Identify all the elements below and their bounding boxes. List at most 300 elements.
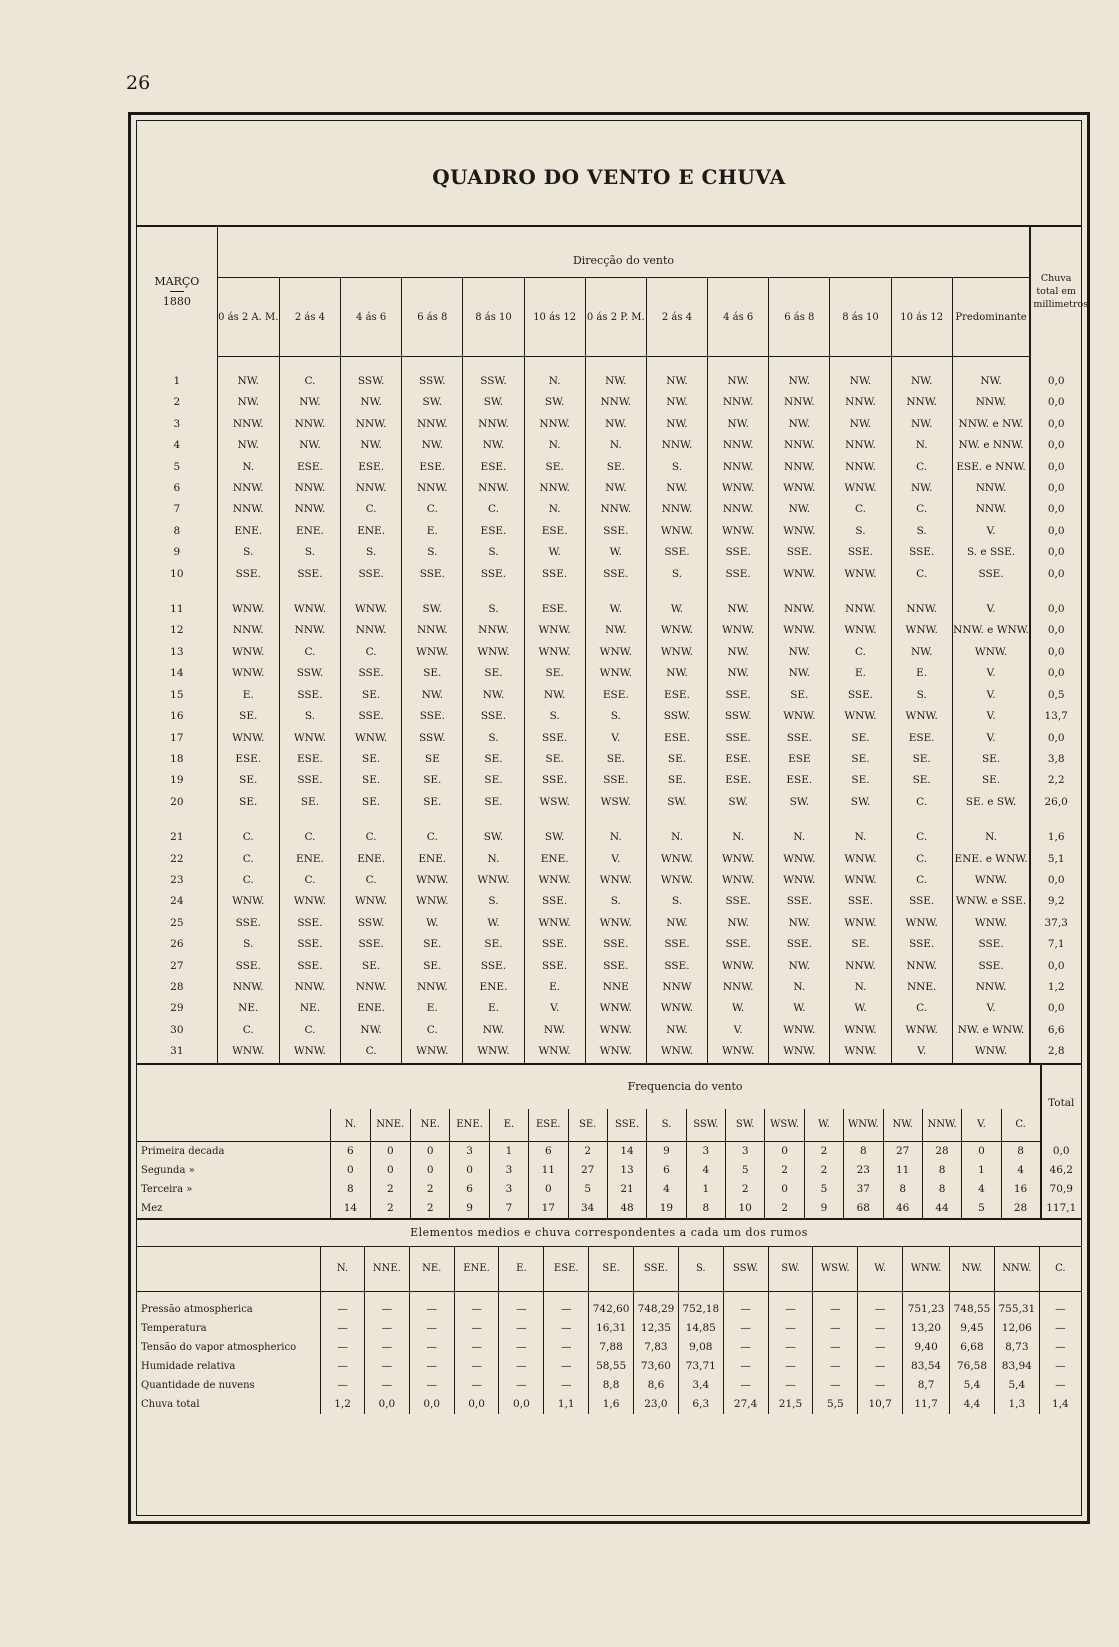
elements-cell: 742,60: [589, 1291, 634, 1319]
elements-cell: —: [858, 1376, 903, 1395]
direction-cell: WNW.: [830, 849, 891, 870]
direction-cell: NNW.: [952, 977, 1030, 998]
frequency-total-cell: 0,0: [1041, 1141, 1082, 1161]
direction-cell: NNW.: [891, 599, 952, 620]
direction-cell: WNW.: [585, 870, 646, 891]
elements-cell: —: [544, 1357, 589, 1376]
direction-cell: SSE.: [524, 956, 585, 977]
month-label: MARÇO: [154, 275, 200, 289]
frequency-cell: 0: [962, 1141, 1001, 1161]
direction-cell: WNW.: [463, 870, 524, 891]
elements-col-header: NNW.: [994, 1246, 1039, 1291]
direction-cell: NW.: [891, 371, 952, 392]
direction-cell: WNW.: [463, 642, 524, 663]
direction-cell: SSW.: [708, 706, 769, 727]
direction-cell: N.: [830, 827, 891, 848]
rain-cell: 0,0: [1030, 642, 1081, 663]
frequency-col-header: ENE.: [450, 1109, 489, 1142]
direction-cell: C.: [279, 371, 340, 392]
direction-cell: SE.: [524, 663, 585, 684]
direction-cell: N.: [524, 499, 585, 520]
table-row: [137, 663, 1081, 684]
direction-cell: ESE.: [279, 749, 340, 770]
direction-cell: NW.: [769, 663, 830, 684]
direction-cell: C.: [891, 457, 952, 478]
table-row: [137, 620, 1081, 641]
direction-cell: NW.: [646, 663, 707, 684]
direction-cell: WNW.: [769, 620, 830, 641]
table-row: [137, 913, 1081, 934]
direction-cell: S.: [891, 685, 952, 706]
frequency-row-label: Primeira decada: [141, 1145, 225, 1157]
direction-cell: N.: [952, 827, 1030, 848]
direction-cell: SSE.: [708, 542, 769, 563]
direction-cell: ESE.: [402, 457, 463, 478]
table-row: [137, 1020, 1081, 1041]
direction-cell: NW.: [891, 478, 952, 499]
direction-cell: SW.: [769, 792, 830, 813]
direction-cell: S.: [646, 891, 707, 912]
direction-cell: WNW.: [830, 620, 891, 641]
direction-cell: NW.: [279, 435, 340, 456]
direction-cell: N.: [585, 435, 646, 456]
frequency-cell: 6: [647, 1161, 686, 1180]
direction-cell: SSE.: [952, 564, 1030, 585]
elements-cell: —: [454, 1291, 499, 1319]
direction-cell: SSE.: [463, 706, 524, 727]
frequency-cell: 46: [883, 1199, 922, 1218]
elements-cell: —: [409, 1357, 454, 1376]
elements-cell: 23,0: [634, 1395, 679, 1414]
direction-cell: NW.: [646, 913, 707, 934]
direction-cell: NNW.: [830, 956, 891, 977]
direction-cell: NW.: [463, 435, 524, 456]
direction-cell: SSE.: [830, 891, 891, 912]
table-row: [137, 827, 1081, 848]
direction-cell: NW.: [891, 642, 952, 663]
rain-cell: 13,7: [1030, 706, 1081, 727]
day-cell: 27: [170, 959, 184, 972]
direction-cell: SSE.: [341, 934, 402, 955]
table-row: [137, 564, 1081, 585]
direction-cell: SE.: [585, 457, 646, 478]
elements-col-header: SE.: [589, 1246, 634, 1291]
elements-cell: 1,3: [994, 1395, 1039, 1414]
frequency-col-header: S.: [647, 1109, 686, 1142]
direction-cell: NNW. e NW.: [952, 414, 1030, 435]
table-row: [137, 749, 1081, 770]
direction-cell: SSE.: [769, 934, 830, 955]
direction-cell: NW.: [217, 435, 279, 456]
direction-cell: WNW.: [769, 564, 830, 585]
day-cell: 10: [170, 567, 184, 580]
direction-cell: SSE.: [891, 891, 952, 912]
direction-cell: V.: [891, 1041, 952, 1062]
direction-cell: NNW.: [830, 435, 891, 456]
rain-header: Chuva total em millimetros: [1030, 227, 1081, 357]
direction-cell: SSE.: [769, 728, 830, 749]
frequency-total-cell: 117,1: [1041, 1199, 1082, 1218]
direction-cell: V.: [524, 998, 585, 1019]
direction-cell: S.: [463, 728, 524, 749]
direction-cell: NNW.: [830, 392, 891, 413]
frequency-col-header: C.: [1001, 1109, 1040, 1142]
direction-cell: WNW.: [708, 478, 769, 499]
direction-cell: SE.: [952, 770, 1030, 791]
direction-cell: S.: [524, 706, 585, 727]
rain-cell: 0,0: [1030, 956, 1081, 977]
elements-cell: 73,60: [634, 1357, 679, 1376]
frequency-cell: 3: [489, 1161, 528, 1180]
day-cell: 6: [173, 482, 181, 495]
frequency-cell: 3: [450, 1141, 489, 1161]
direction-cell: WNW.: [524, 870, 585, 891]
direction-cell: WNW.: [217, 599, 279, 620]
direction-cell: SSW.: [341, 371, 402, 392]
frequency-table: [137, 1065, 1081, 1218]
table-row: [137, 457, 1081, 478]
frequency-col-header: SSW.: [686, 1109, 725, 1142]
elements-cell: 14,85: [678, 1319, 723, 1338]
direction-cell: WNW.: [952, 1041, 1030, 1062]
direction-cell: NW.: [524, 685, 585, 706]
direction-cell: NNW.: [279, 478, 340, 499]
direction-cell: SSW.: [463, 371, 524, 392]
direction-cell: SSE.: [463, 564, 524, 585]
direction-cell: WNW.: [402, 1041, 463, 1062]
table-row: [137, 414, 1081, 435]
elements-cell: 755,31: [994, 1291, 1039, 1319]
direction-cell: W.: [708, 998, 769, 1019]
day-cell: 9: [173, 546, 181, 559]
direction-cell: SE.: [585, 749, 646, 770]
day-cell: 26: [170, 938, 184, 951]
frequency-cell: 1: [686, 1180, 725, 1199]
frequency-col-header: NW.: [883, 1109, 922, 1142]
table-row: [137, 499, 1081, 520]
direction-cell: WNW.: [830, 870, 891, 891]
direction-cell: ESE.: [524, 599, 585, 620]
direction-cell: NW.: [646, 371, 707, 392]
rain-cell: 0,0: [1030, 414, 1081, 435]
interval-header: 8 ás 10: [830, 278, 891, 357]
table-row: [137, 1180, 1081, 1199]
frequency-title: Frequencia do vento: [627, 1080, 743, 1094]
direction-cell: SSE.: [279, 770, 340, 791]
rain-cell: 0,0: [1030, 998, 1081, 1019]
table-row: [137, 934, 1081, 955]
interval-header: Predominante: [952, 278, 1030, 357]
direction-cell: NNW.: [341, 478, 402, 499]
direction-cell: SW.: [708, 792, 769, 813]
direction-cell: NNW.: [463, 478, 524, 499]
direction-cell: SSE.: [646, 956, 707, 977]
direction-cell: ENE.: [463, 977, 524, 998]
elements-cell: 8,6: [634, 1376, 679, 1395]
spacer-row: [137, 357, 1081, 372]
direction-cell: S.: [585, 706, 646, 727]
interval-header: 10 ás 12: [524, 278, 585, 357]
direction-cell: WNW.: [891, 706, 952, 727]
direction-cell: NNW.: [769, 457, 830, 478]
direction-cell: WNW.: [402, 891, 463, 912]
direction-cell: ESE: [769, 749, 830, 770]
frequency-total-cell: 70,9: [1041, 1180, 1082, 1199]
elements-cell: —: [723, 1291, 768, 1319]
direction-cell: SSE.: [524, 564, 585, 585]
direction-cell: WNW.: [217, 1041, 279, 1062]
direction-cell: SSE.: [524, 934, 585, 955]
table-row: [137, 371, 1081, 392]
direction-cell: NNW.: [646, 435, 707, 456]
frequency-cell: 27: [568, 1161, 607, 1180]
elements-cell: 0,0: [499, 1395, 544, 1414]
direction-cell: NNW.: [952, 478, 1030, 499]
elements-cell: —: [454, 1376, 499, 1395]
direction-cell: NW.: [708, 599, 769, 620]
direction-cell: SE.: [217, 706, 279, 727]
direction-cell: SSE.: [402, 564, 463, 585]
direction-cell: NNW.: [217, 478, 279, 499]
frequency-cell: 14: [331, 1199, 370, 1218]
frequency-cell: 23: [844, 1161, 883, 1180]
rain-cell: 0,0: [1030, 542, 1081, 563]
elements-cell: —: [723, 1319, 768, 1338]
direction-cell: SE.: [891, 749, 952, 770]
direction-cell: NNW.: [708, 435, 769, 456]
direction-cell: NW.: [217, 392, 279, 413]
direction-cell: W.: [585, 542, 646, 563]
frequency-cell: 27: [883, 1141, 922, 1161]
frequency-cell: 2: [804, 1141, 843, 1161]
rain-cell: 0,0: [1030, 478, 1081, 499]
direction-cell: S.: [217, 542, 279, 563]
direction-cell: NNW.: [585, 392, 646, 413]
direction-cell: NW.: [708, 414, 769, 435]
day-cell: 22: [170, 852, 184, 865]
frequency-total-header: Total: [1041, 1065, 1082, 1142]
direction-cell: E.: [891, 663, 952, 684]
interval-header: 2 ás 4: [646, 278, 707, 357]
direction-cell: NNW.: [891, 392, 952, 413]
elements-cell: —: [1039, 1291, 1081, 1319]
frequency-cell: 34: [568, 1199, 607, 1218]
direction-cell: NW.: [830, 414, 891, 435]
frequency-cell: 9: [450, 1199, 489, 1218]
interval-header: 6 ás 8: [769, 278, 830, 357]
elements-col-header: NNE.: [364, 1246, 409, 1291]
direction-cell: WNW.: [585, 1041, 646, 1062]
direction-cell: WNW.: [769, 478, 830, 499]
frequency-header-row: [137, 1109, 1081, 1142]
direction-cell: W.: [585, 599, 646, 620]
direction-cell: WNW.: [769, 521, 830, 542]
direction-cell: SW.: [463, 827, 524, 848]
elements-cell: —: [858, 1338, 903, 1357]
table-row: [137, 1357, 1081, 1376]
elements-header-row: [137, 1246, 1081, 1291]
direction-cell: C.: [402, 827, 463, 848]
elements-cell: —: [544, 1338, 589, 1357]
direction-cell: SSE.: [646, 934, 707, 955]
direction-cell: SE.: [341, 956, 402, 977]
rain-cell: 6,6: [1030, 1020, 1081, 1041]
table-row: [137, 849, 1081, 870]
frequency-cell: 3: [489, 1180, 528, 1199]
elements-cell: —: [723, 1376, 768, 1395]
frequency-cell: 8: [686, 1199, 725, 1218]
direction-cell: WNW.: [279, 1041, 340, 1062]
direction-cell: V.: [952, 599, 1030, 620]
direction-cell: NNW.: [279, 414, 340, 435]
direction-cell: C.: [217, 849, 279, 870]
elements-cell: 83,94: [994, 1357, 1039, 1376]
day-cell: 11: [170, 603, 184, 616]
elements-cell: 8,8: [589, 1376, 634, 1395]
elements-cell: —: [321, 1319, 365, 1338]
direction-cell: C.: [279, 870, 340, 891]
elements-cell: 1,6: [589, 1395, 634, 1414]
table-row: [137, 478, 1081, 499]
direction-cell: W.: [402, 913, 463, 934]
elements-cell: —: [768, 1319, 813, 1338]
frequency-cell: 68: [844, 1199, 883, 1218]
frequency-cell: 5: [804, 1180, 843, 1199]
elements-cell: 7,88: [589, 1338, 634, 1357]
table-row: [137, 392, 1081, 413]
direction-cell: SSE.: [769, 891, 830, 912]
elements-row-label: Pressão atmospherica: [141, 1303, 253, 1315]
direction-cell: NNW.: [585, 499, 646, 520]
direction-cell: C.: [279, 642, 340, 663]
elements-cell: —: [499, 1338, 544, 1357]
elements-cell: 83,54: [903, 1357, 950, 1376]
direction-cell: NW.: [769, 371, 830, 392]
direction-cell: NNW.: [646, 499, 707, 520]
elements-cell: —: [813, 1357, 858, 1376]
direction-cell: N.: [769, 977, 830, 998]
direction-cell: ESE. e NNW.: [952, 457, 1030, 478]
direction-cell: SSE.: [585, 521, 646, 542]
elements-title: Elementos medios e chuva correspondentes a cada um dos rumos: [410, 1225, 808, 1239]
frequency-cell: 37: [844, 1180, 883, 1199]
direction-cell: WNW.: [463, 1041, 524, 1062]
elements-cell: 5,5: [813, 1395, 858, 1414]
day-cell: 13: [170, 645, 184, 658]
interval-header-row: [137, 278, 1081, 357]
frequency-cell: 3: [726, 1141, 765, 1161]
direction-cell: NW.: [341, 392, 402, 413]
table-row: [137, 706, 1081, 727]
frequency-cell: 8: [331, 1180, 370, 1199]
frequency-cell: 11: [529, 1161, 568, 1180]
direction-cell: V.: [952, 685, 1030, 706]
frequency-cell: 7: [489, 1199, 528, 1218]
direction-cell: WNW.: [646, 521, 707, 542]
elements-col-header: SW.: [768, 1246, 813, 1291]
direction-cell: SW.: [830, 792, 891, 813]
direction-cell: NE.: [217, 998, 279, 1019]
direction-cell: C.: [891, 870, 952, 891]
elements-cell: —: [813, 1338, 858, 1357]
direction-cell: NW.: [830, 371, 891, 392]
direction-cell: WNW.: [891, 1020, 952, 1041]
elements-cell: —: [813, 1291, 858, 1319]
direction-cell: NW.: [646, 392, 707, 413]
direction-cell: NNW.: [708, 457, 769, 478]
elements-cell: —: [768, 1357, 813, 1376]
direction-cell: C.: [891, 998, 952, 1019]
rain-cell: 9,2: [1030, 891, 1081, 912]
direction-cell: C.: [279, 1020, 340, 1041]
direction-cell: WNW.: [952, 913, 1030, 934]
table-row: [137, 1338, 1081, 1357]
direction-cell: SSE.: [279, 685, 340, 706]
direction-cell: NW.: [708, 642, 769, 663]
direction-cell: SSE.: [952, 934, 1030, 955]
frequency-row-label: Segunda »: [141, 1164, 195, 1176]
day-cell: 24: [170, 895, 184, 908]
table-inner: [136, 120, 1089, 1516]
elements-cell: 9,45: [950, 1319, 995, 1338]
direction-cell: NNW: [646, 977, 707, 998]
direction-cell: NW.: [341, 1020, 402, 1041]
direction-cell: WNW.: [524, 1041, 585, 1062]
direction-cell: NNW.: [217, 499, 279, 520]
table-row: [137, 521, 1081, 542]
elements-col-header: ENE.: [454, 1246, 499, 1291]
direction-cell: W.: [463, 913, 524, 934]
direction-cell: SSE.: [217, 564, 279, 585]
direction-cell: ESE.: [463, 521, 524, 542]
frequency-col-header: V.: [962, 1109, 1001, 1142]
elements-cell: 73,71: [678, 1357, 723, 1376]
table-row: [137, 792, 1081, 813]
direction-cell: WNW.: [830, 564, 891, 585]
elements-cell: —: [321, 1338, 365, 1357]
frequency-col-header: W.: [804, 1109, 843, 1142]
direction-cell: SE.: [402, 792, 463, 813]
direction-cell: NNW.: [279, 499, 340, 520]
direction-cell: NW.: [769, 642, 830, 663]
elements-table: [137, 1246, 1081, 1414]
elements-cell: —: [321, 1291, 365, 1319]
direction-cell: NNW.: [341, 620, 402, 641]
direction-cell: SSE.: [463, 956, 524, 977]
frequency-cell: 10: [726, 1199, 765, 1218]
elements-row-label: Temperatura: [141, 1322, 207, 1334]
table-row: [137, 770, 1081, 791]
frequency-cell: 21: [607, 1180, 646, 1199]
direction-cell: NNW.: [891, 956, 952, 977]
direction-cell: WNW.: [830, 1020, 891, 1041]
direction-cell: SE.: [830, 934, 891, 955]
frequency-cell: 1: [962, 1161, 1001, 1180]
direction-cell: NNW.: [402, 478, 463, 499]
direction-cell: C.: [891, 827, 952, 848]
elements-cell: 12,06: [994, 1319, 1039, 1338]
rain-cell: 0,0: [1030, 499, 1081, 520]
direction-cell: WNW.: [217, 663, 279, 684]
direction-cell: NNW.: [279, 620, 340, 641]
elements-cell: 21,5: [768, 1395, 813, 1414]
direction-cell: N.: [891, 435, 952, 456]
direction-cell: N.: [769, 827, 830, 848]
elements-cell: 4,4: [950, 1395, 995, 1414]
direction-cell: N.: [524, 435, 585, 456]
direction-cell: SE.: [217, 770, 279, 791]
spacer-row: [137, 813, 1081, 827]
